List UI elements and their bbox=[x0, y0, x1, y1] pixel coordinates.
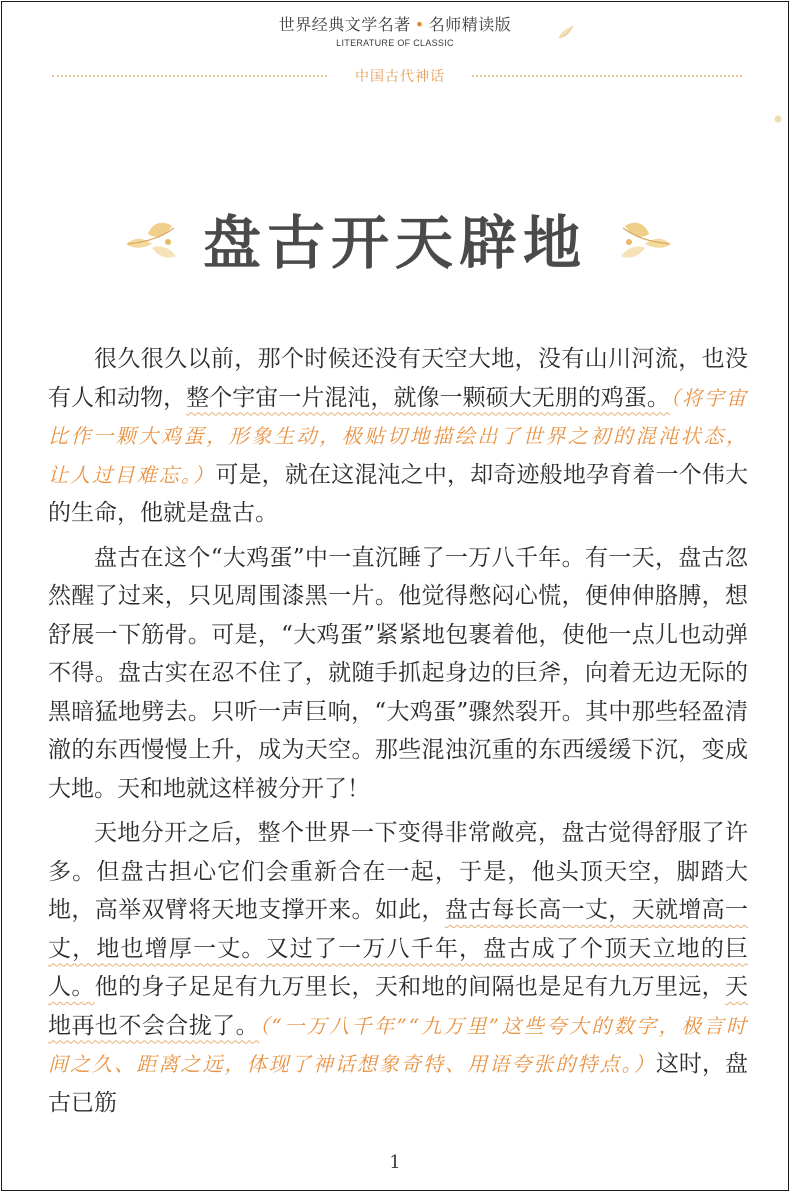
dotted-rule-left bbox=[52, 75, 327, 77]
annotation-note-2: （“一万八千年”“九万里”这些夸大的数字，极言时间之久、距离之远，体现了神话想象奇特、用语夸张的特点。） bbox=[48, 1013, 748, 1076]
paragraph-2: 盘古在这个“大鸡蛋”中一直沉睡了一万八千年。有一天，盘古忽然醒了过来，只见周围漆黑一片。他觉得憋闷心慌，便伸伸胳膊，想舒展一下筋骨。可是，“大鸡蛋”紧紧地包裹着他，使他一点儿也动弹不得。盘古实在忍不住了，就随手抓起身边的巨斧，向着无边无际的黑暗猛地劈去。只听一声巨响，“大鸡蛋”骤然裂开。其中那些轻盈清澈的东西慢慢上升，成为天空。那些混浊沉重的东西缓缓下沉，变成大地。天和地就这样被分开了！ bbox=[48, 544, 748, 802]
running-header bbox=[0, 12, 790, 48]
section-label: 中国古代神话 bbox=[355, 69, 445, 85]
paragraph-3-text-e: 这时，盘古已筋 bbox=[48, 1051, 749, 1116]
paragraph-3-text-a: 天地分开之后，整个世界一下变得非常敞亮，盘古觉得舒服了许多。但盘古担心它们会重新合在一起，于是，他头顶天空，脚踏大地，高举双臂将天地支撑开来。如此， bbox=[48, 820, 748, 923]
highlighted-sentence-sky: 天地再也不会合拢了。 bbox=[48, 974, 749, 1039]
paragraph-3-text-c: 他的身子足足有九万里长，天和地的间隔也是足有九万里远， bbox=[94, 974, 726, 1000]
paragraph-3 bbox=[48, 814, 748, 1122]
leaf-mark-icon bbox=[772, 113, 784, 125]
edition-label: 名师精读版 bbox=[428, 15, 512, 34]
chapter-title: 盘古开天辟地 bbox=[202, 209, 587, 277]
paragraph-1-text-a: 很久很久以前，那个时候还没有天空大地，没有山川河流，也没有人和动物， bbox=[48, 346, 748, 411]
section-rule bbox=[52, 66, 742, 86]
separator-dot-icon: • bbox=[414, 15, 425, 34]
body-text bbox=[48, 340, 748, 1126]
annotation-note-1: （将宇宙比作一颗大鸡蛋，形象生动，极贴切地描绘出了世界之初的混沌状态，让人过目难忘。） bbox=[48, 385, 749, 487]
highlighted-sentence-growth: 盘古每长高一丈，天就增高一丈，地也增厚一丈。又过了一万八千年，盘古成了个顶天立地的巨人。 bbox=[48, 897, 749, 1000]
series-title: 世界经典文学名著 bbox=[278, 15, 411, 34]
leaf-ornament-icon bbox=[555, 22, 577, 44]
series-line bbox=[0, 12, 790, 35]
dotted-rule-right bbox=[472, 75, 742, 77]
series-subtitle-en: LITERATURE OF CLASSIC bbox=[336, 38, 454, 48]
paragraph-1 bbox=[48, 340, 748, 533]
floral-flourish-right-icon bbox=[615, 214, 675, 264]
paragraph-1-text-c: 可是，就在这混沌之中，却奇迹般地孕育着一个伟大的生命，他就是盘古。 bbox=[48, 461, 749, 526]
page-number: 1 bbox=[389, 1152, 401, 1173]
highlighted-sentence-egg: 整个宇宙一片混沌，就像一颗硕大无朋的鸡蛋。 bbox=[186, 384, 670, 411]
chapter-heading bbox=[0, 196, 790, 276]
